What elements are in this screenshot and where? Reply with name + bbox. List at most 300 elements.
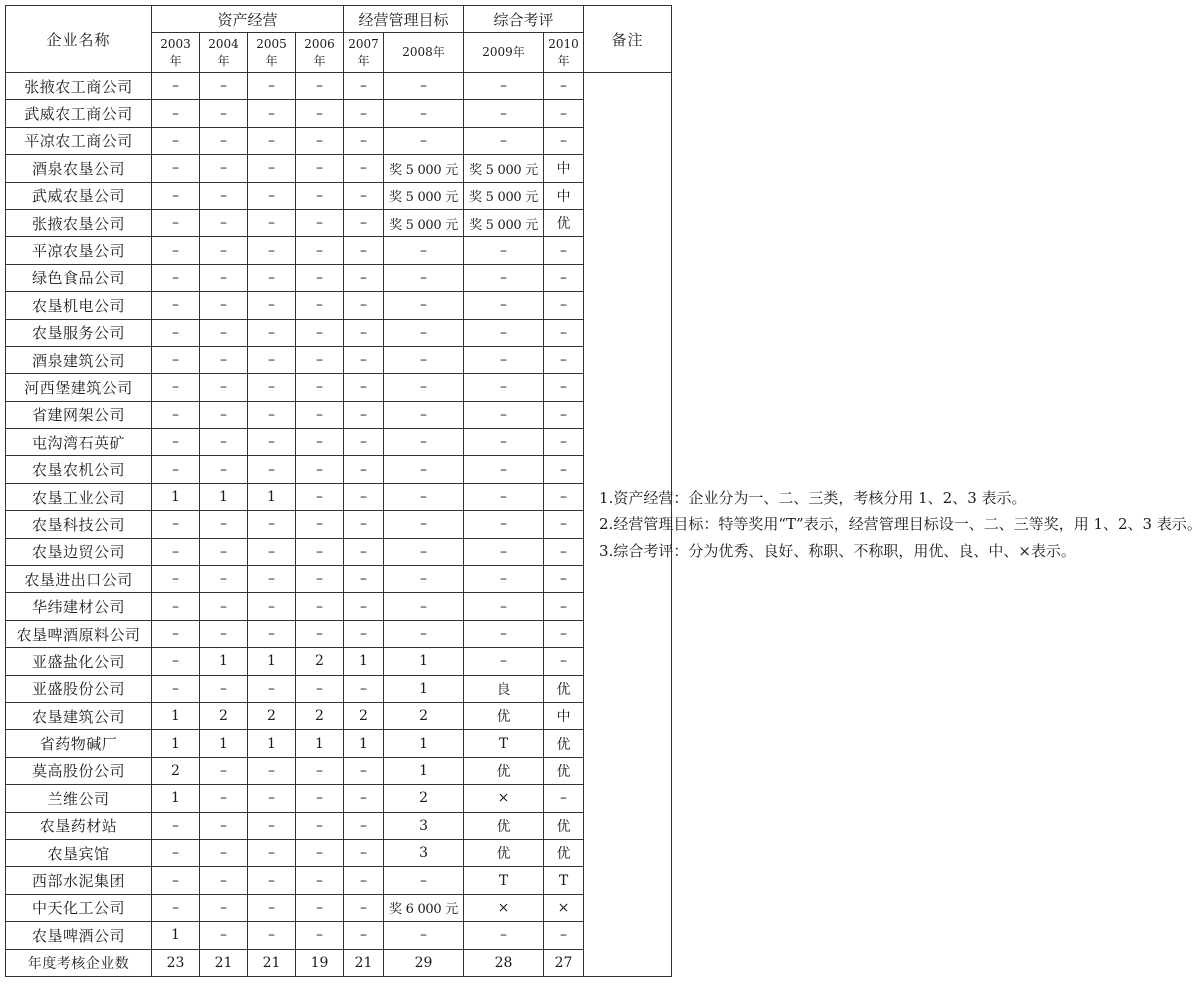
company-name: 亚盛股份公司 [6,675,152,702]
table-cell: – [464,346,544,373]
table-cell: – [200,538,248,565]
table-row [6,401,672,428]
table-cell: – [384,456,464,483]
table-cell: 优 [544,757,584,784]
company-name: 绿色食品公司 [6,264,152,291]
table-row [6,483,672,510]
table-row [6,456,672,483]
table-cell: – [248,566,296,593]
header-year [248,33,296,73]
table-cell: – [544,785,584,812]
company-name: 酒泉农垦公司 [6,155,152,182]
table-cell: – [544,511,584,538]
table-cell: 奖 5 000 元 [464,155,544,182]
header-year-number: 2010 [548,36,579,51]
table-cell: 1 [384,648,464,675]
table-cell: – [248,675,296,702]
table-cell: – [344,675,384,702]
table-cell: – [344,894,384,921]
table-cell: – [384,100,464,127]
table-cell: – [296,812,344,839]
table-cell: – [200,155,248,182]
company-name: 兰维公司 [6,785,152,812]
header-year-number: 2008年 [402,45,445,59]
table-cell: – [464,429,544,456]
table-row [6,566,672,593]
table-cell: – [344,429,384,456]
table-cell: – [200,182,248,209]
table-cell: – [384,346,464,373]
table-cell: – [344,374,384,401]
table-cell: – [544,648,584,675]
table-row [6,429,672,456]
table-cell: – [344,100,384,127]
table-cell: – [464,593,544,620]
table-cell: 优 [544,812,584,839]
table-cell: – [200,127,248,154]
company-name: 农垦边贸公司 [6,538,152,565]
table-cell: 1 [248,483,296,510]
table-cell: – [544,100,584,127]
table-cell: – [384,374,464,401]
table-cell: – [152,374,200,401]
table-cell: – [200,511,248,538]
company-name: 农垦服务公司 [6,319,152,346]
table-cell: – [544,456,584,483]
evaluation-table [5,5,1202,977]
company-name: 农垦进出口公司 [6,566,152,593]
table-cell: 中 [544,702,584,729]
table-cell: – [200,593,248,620]
table-cell: – [152,127,200,154]
header-year [544,33,584,73]
table-cell: – [296,566,344,593]
company-name: 农垦宾馆 [6,839,152,866]
table-cell: – [296,319,344,346]
table-cell: 优 [464,812,544,839]
header-company: 企业名称 [6,6,152,73]
table-row [6,648,672,675]
table-row [6,292,672,319]
table-cell: 优 [544,839,584,866]
table-cell: – [296,73,344,100]
table-cell: – [296,127,344,154]
header-year-unit: 年 [169,53,182,68]
header-group-mgmt: 经营管理目标 [344,6,464,33]
table-row [6,73,672,100]
table-cell: – [344,785,384,812]
total-cell: 28 [464,949,544,976]
table-row [6,264,672,291]
table-cell: – [152,155,200,182]
table-cell: – [248,155,296,182]
table-cell: – [344,73,384,100]
table-cell: – [296,757,344,784]
company-name: 张掖农垦公司 [6,209,152,236]
company-name: 武威农工商公司 [6,100,152,127]
company-name: 屯沟湾石英矿 [6,429,152,456]
table-cell: – [200,237,248,264]
table-cell: 1 [152,483,200,510]
table-cell: – [464,648,544,675]
table-cell: – [248,292,296,319]
table-cell: – [344,237,384,264]
total-cell: 19 [296,949,344,976]
table-cell: – [464,620,544,647]
table-cell: × [464,894,544,921]
table-cell: – [248,593,296,620]
table-cell: – [200,867,248,894]
table-row [6,675,672,702]
table-cell: – [152,100,200,127]
table-cell: 优 [464,757,544,784]
table-cell: – [248,374,296,401]
table-cell: – [200,73,248,100]
table-cell: – [248,894,296,921]
table-cell: – [464,264,544,291]
table-cell: – [296,785,344,812]
table-cell: – [544,264,584,291]
table-cell: – [248,812,296,839]
table-cell: – [152,182,200,209]
table-cell: – [544,593,584,620]
table-cell: – [152,620,200,647]
table-cell: – [344,538,384,565]
table-row [6,374,672,401]
table-cell: – [152,73,200,100]
header-year [152,33,200,73]
table-row [6,785,672,812]
table-cell: 1 [248,730,296,757]
remark-note: 1.资产经营：企业分为一、二、三类，考核分用 1、2、3 表示。 [599,488,1027,507]
company-name: 武威农垦公司 [6,182,152,209]
table-cell: – [296,374,344,401]
table-row [6,593,672,620]
table-cell: 中 [544,182,584,209]
table-cell: × [464,785,544,812]
table-cell: – [200,757,248,784]
table-cell: – [464,566,544,593]
total-cell: 29 [384,949,464,976]
table-row [6,867,672,894]
table-cell: – [296,155,344,182]
header-year [344,33,384,73]
total-cell: 23 [152,949,200,976]
header-year-number: 2007 [348,36,379,51]
header-year-number: 2004 [208,36,239,51]
table-cell: 优 [544,209,584,236]
table-cell: – [248,839,296,866]
table-cell: 优 [464,702,544,729]
header-row-groups [6,6,672,33]
table-cell: – [248,511,296,538]
header-group-assets: 资产经营 [152,6,344,33]
table-cell: 1 [152,730,200,757]
table-cell: – [296,922,344,949]
company-name: 中天化工公司 [6,894,152,921]
table-cell: – [544,922,584,949]
table-cell: T [464,730,544,757]
table-cell: – [296,401,344,428]
table-cell: – [544,374,584,401]
table-cell: – [344,456,384,483]
header-year-number: 2005 [256,36,287,51]
table-cell: – [296,839,344,866]
table-cell: T [464,867,544,894]
table-cell: – [200,566,248,593]
table-cell: – [544,429,584,456]
table-cell: 奖 5 000 元 [464,182,544,209]
table-cell: – [544,73,584,100]
table-row [6,127,672,154]
table-cell: – [248,922,296,949]
table-cell: 3 [384,812,464,839]
table-cell: – [344,593,384,620]
table-cell: – [344,483,384,510]
table-cell: 1 [384,730,464,757]
table-cell: – [464,73,544,100]
table-cell: 3 [384,839,464,866]
table-cell: – [464,538,544,565]
table-cell: – [344,757,384,784]
table-cell: – [384,127,464,154]
table-cell: – [248,785,296,812]
table-cell: 2 [296,648,344,675]
table-cell: 优 [464,839,544,866]
table-cell: – [152,401,200,428]
table-cell: – [296,483,344,510]
header-year-unit: 年 [313,53,326,68]
company-name: 莫高股份公司 [6,757,152,784]
header-remark: 备注 [584,6,672,73]
table-cell: – [464,292,544,319]
table-row [6,100,672,127]
total-cell: 21 [248,949,296,976]
company-name: 农垦农机公司 [6,456,152,483]
table-cell: – [344,346,384,373]
table-row [6,839,672,866]
total-cell: 21 [344,949,384,976]
table-cell: – [344,319,384,346]
table-cell: – [200,346,248,373]
company-name: 亚盛盐化公司 [6,648,152,675]
company-name: 农垦建筑公司 [6,702,152,729]
table-cell: – [344,292,384,319]
table-cell: – [248,73,296,100]
table-cell: – [384,483,464,510]
table-cell: 优 [544,675,584,702]
table-row [6,511,672,538]
table-cell: 中 [544,155,584,182]
table-cell: – [248,346,296,373]
table-cell: – [544,346,584,373]
table-cell: 1 [152,785,200,812]
table-cell: 1 [344,730,384,757]
table-cell: – [248,319,296,346]
table-cell: 奖 5 000 元 [384,155,464,182]
table-cell: – [344,182,384,209]
table-cell: × [544,894,584,921]
table-cell: – [384,566,464,593]
table-cell: – [344,511,384,538]
total-row [6,949,672,976]
table-cell: – [152,867,200,894]
table-cell: – [544,538,584,565]
table-cell: – [152,456,200,483]
table-row [6,757,672,784]
table-cell: 2 [344,702,384,729]
table-cell: – [200,209,248,236]
table-cell: 2 [248,702,296,729]
table-cell: 1 [200,730,248,757]
table-cell: – [344,401,384,428]
table-cell: – [152,812,200,839]
table-cell: – [200,100,248,127]
table-cell: – [200,785,248,812]
table-cell: – [296,620,344,647]
table-cell: – [200,429,248,456]
table-cell: – [152,209,200,236]
table-row [6,620,672,647]
company-name: 省药物碱厂 [6,730,152,757]
table-cell: – [248,264,296,291]
table-cell: – [464,401,544,428]
table-row [6,922,672,949]
table-cell: – [152,319,200,346]
table-cell: – [544,237,584,264]
table-row [6,346,672,373]
table-cell: – [152,237,200,264]
table-row [6,812,672,839]
header-year-number: 2009年 [482,45,525,59]
table-cell: – [296,237,344,264]
table-cell: 良 [464,675,544,702]
table-cell: – [544,566,584,593]
table-cell: – [296,209,344,236]
company-name: 省建网架公司 [6,401,152,428]
table-row [6,319,672,346]
table-cell: – [152,538,200,565]
table-cell: – [544,292,584,319]
table-cell: – [344,620,384,647]
table-cell: – [344,209,384,236]
table-cell: – [384,264,464,291]
table-cell: 1 [200,648,248,675]
company-name: 农垦机电公司 [6,292,152,319]
table-cell: – [384,73,464,100]
table-cell: – [200,292,248,319]
company-name: 华纬建材公司 [6,593,152,620]
table-cell: – [200,401,248,428]
table-cell: 1 [344,648,384,675]
table-cell: – [384,511,464,538]
table-cell: – [200,675,248,702]
table-cell: – [152,264,200,291]
table-cell: – [296,429,344,456]
header-year-unit: 年 [265,53,278,68]
total-cell: 27 [544,949,584,976]
table-cell: 2 [384,785,464,812]
company-name: 平凉农工商公司 [6,127,152,154]
table-cell: – [248,867,296,894]
company-name: 平凉农垦公司 [6,237,152,264]
table-cell: – [248,237,296,264]
table-cell: – [344,155,384,182]
table-cell: – [384,867,464,894]
table-cell: – [344,127,384,154]
table-cell: – [248,182,296,209]
table-cell: – [296,867,344,894]
table-cell: – [248,100,296,127]
table-body [6,73,1202,977]
header-year-number: 2003 [160,36,191,51]
remark-note: 3.综合考评：分为优秀、良好、称职、不称职，用优、良、中、×表示。 [599,541,1076,560]
table-cell: 奖 5 000 元 [464,209,544,236]
table-cell: – [384,292,464,319]
table-cell: – [296,264,344,291]
header-year [200,33,248,73]
table-row [6,730,672,757]
table-cell: – [248,401,296,428]
table-cell: – [384,922,464,949]
table-cell: – [344,922,384,949]
table-cell: – [152,839,200,866]
table-row [6,702,672,729]
remark-note: 2.经营管理目标：特等奖用“T”表示，经营管理目标设一、二、三等奖，用 1、2、3 表示。 [599,515,1202,534]
table-cell: – [152,648,200,675]
table-cell: – [464,319,544,346]
table-cell: – [248,127,296,154]
table-cell: 奖 5 000 元 [384,209,464,236]
table-cell: – [248,429,296,456]
table-cell: – [248,538,296,565]
table-cell: – [544,127,584,154]
header-year-unit: 年 [357,53,370,68]
table-row [6,894,672,921]
table-cell: – [344,812,384,839]
total-label: 年度考核企业数 [6,949,152,976]
table-cell: – [152,429,200,456]
table-cell: – [296,511,344,538]
table-cell: 1 [200,483,248,510]
table-cell: 1 [384,757,464,784]
table-cell: – [464,456,544,483]
table-cell: – [200,839,248,866]
table-cell: – [152,511,200,538]
company-name: 酒泉建筑公司 [6,346,152,373]
company-name: 张掖农工商公司 [6,73,152,100]
table-cell: – [296,346,344,373]
table-cell: – [384,401,464,428]
table-cell: – [296,894,344,921]
table-cell: – [200,812,248,839]
table-cell: – [152,292,200,319]
table-row [6,237,672,264]
remark-notes [584,73,1202,977]
table-cell: – [296,538,344,565]
table-cell: – [200,456,248,483]
table-cell: – [464,100,544,127]
table-cell: – [464,237,544,264]
table-cell: – [544,401,584,428]
table-cell: – [464,483,544,510]
table-cell: 2 [384,702,464,729]
table-cell: – [464,922,544,949]
company-name: 农垦药材站 [6,812,152,839]
table-cell: – [544,620,584,647]
table-cell: 1 [152,922,200,949]
table-cell: – [344,264,384,291]
